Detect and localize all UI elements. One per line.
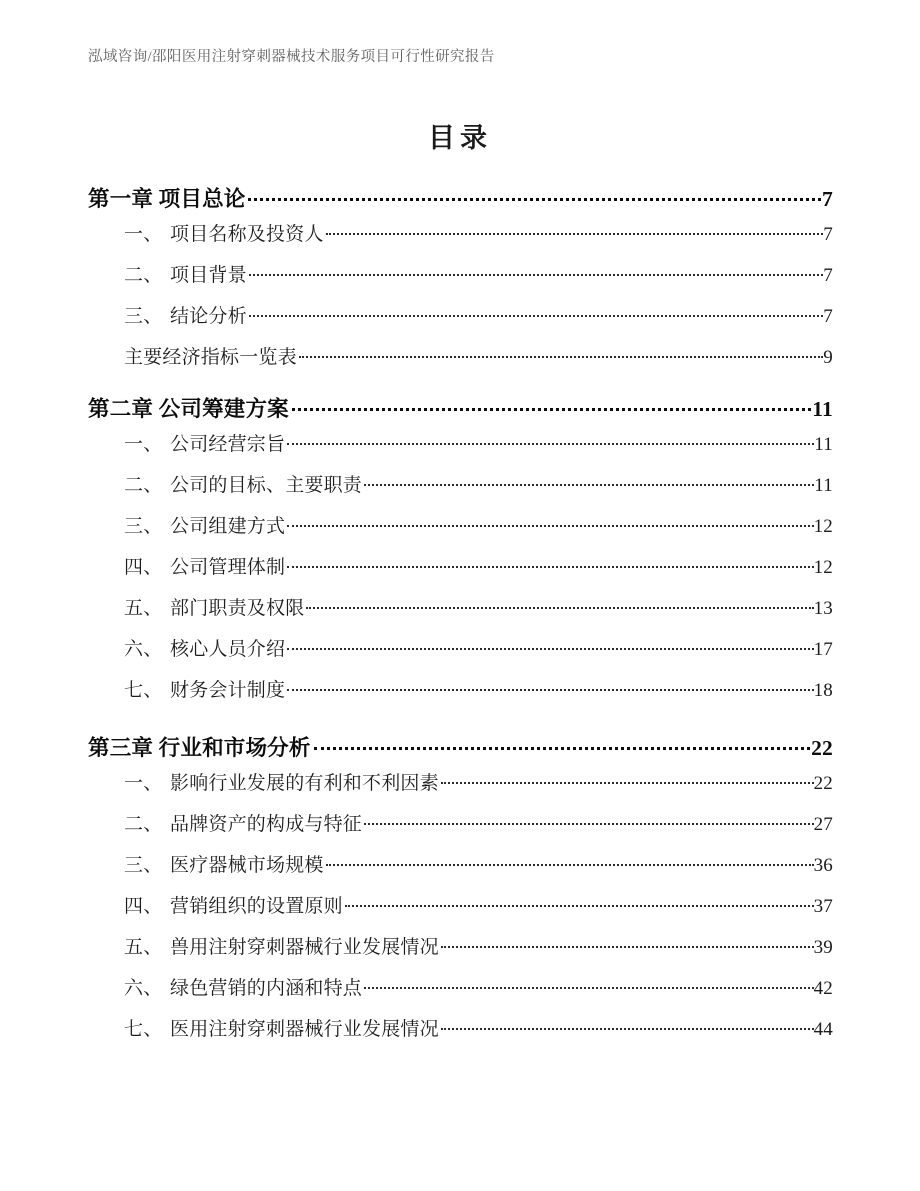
toc-entry-title: 医疗器械市场规模 bbox=[170, 855, 324, 876]
toc-chapter-entry[interactable] bbox=[88, 182, 833, 213]
toc-entry-label: 第二章 公司筹建方案 bbox=[88, 397, 289, 421]
toc-page-number: 13 bbox=[813, 598, 833, 619]
toc-leader-dots bbox=[364, 811, 814, 830]
toc-chapter-entry[interactable] bbox=[88, 392, 833, 423]
toc-entry-title: 结论分析 bbox=[170, 306, 247, 327]
toc-leader-dots bbox=[287, 554, 813, 573]
toc-entry-title: 项目背景 bbox=[170, 265, 247, 286]
toc-entry-marker: 五、 bbox=[124, 598, 163, 619]
toc-section-entry[interactable] bbox=[88, 809, 833, 850]
toc-entry-marker: 三、 bbox=[124, 516, 163, 537]
toc-entry-marker: 四、 bbox=[124, 896, 163, 917]
toc-entry-label bbox=[124, 511, 287, 538]
toc-page-number: 7 bbox=[823, 265, 833, 286]
toc-entry-title: 项目名称及投资人 bbox=[170, 224, 324, 245]
toc-section-entry[interactable] bbox=[88, 768, 833, 809]
toc-entry-label bbox=[124, 768, 441, 795]
toc-entry-label bbox=[124, 891, 345, 918]
toc-entry-label bbox=[124, 593, 306, 620]
toc-entry-label bbox=[124, 634, 287, 661]
toc-section-entry[interactable] bbox=[88, 973, 833, 1014]
toc-entry-title: 公司组建方式 bbox=[170, 516, 286, 537]
toc-entry-title: 医用注射穿刺器械行业发展情况 bbox=[170, 1019, 439, 1040]
toc-page-number: 22 bbox=[813, 773, 833, 794]
toc-entry-label: 第三章 行业和市场分析 bbox=[88, 736, 311, 760]
toc-entry-title: 公司经营宗旨 bbox=[170, 434, 286, 455]
toc-entry-title: 绿色营销的内涵和特点 bbox=[170, 978, 363, 999]
toc-leader-dots bbox=[249, 262, 823, 281]
toc-entry-marker: 二、 bbox=[124, 265, 163, 286]
toc-entry-label bbox=[124, 932, 441, 959]
toc-entry-marker: 一、 bbox=[124, 773, 163, 794]
toc-leader-dots bbox=[364, 472, 814, 491]
toc-leader-dots bbox=[287, 431, 814, 450]
toc-entry-label bbox=[124, 429, 287, 456]
toc-entry-title: 财务会计制度 bbox=[170, 680, 286, 701]
page-title: 目录 bbox=[428, 123, 492, 153]
toc-entry-title: 部门职责及权限 bbox=[170, 598, 305, 619]
toc-leader-dots bbox=[306, 595, 813, 614]
toc-page-number: 7 bbox=[822, 187, 833, 211]
toc-page-number: 9 bbox=[823, 347, 833, 368]
toc-leader-dots bbox=[287, 636, 813, 655]
toc-entry-title: 核心人员介绍 bbox=[170, 639, 286, 660]
toc-leader-dots bbox=[345, 893, 814, 912]
toc-entry-marker: 二、 bbox=[124, 475, 163, 496]
toc-section-entry[interactable] bbox=[88, 301, 833, 342]
toc-chapter-entry[interactable] bbox=[88, 731, 833, 762]
toc-section-entry[interactable] bbox=[88, 891, 833, 932]
toc-entry-title: 公司的目标、主要职责 bbox=[170, 475, 363, 496]
toc-entry-label bbox=[124, 301, 249, 328]
toc-page-number: 12 bbox=[813, 516, 833, 537]
toc-section-entry[interactable] bbox=[88, 511, 833, 552]
toc-leader-dots bbox=[249, 303, 823, 322]
toc-page-number: 22 bbox=[811, 736, 833, 760]
toc-entry-title: 品牌资产的构成与特征 bbox=[170, 814, 363, 835]
toc-section-entry[interactable] bbox=[88, 219, 833, 260]
toc-leader-dots bbox=[292, 395, 811, 417]
toc-entry-label bbox=[124, 260, 249, 287]
toc-entry-marker: 四、 bbox=[124, 557, 163, 578]
toc-leader-dots bbox=[441, 934, 814, 953]
toc-section-entry[interactable] bbox=[88, 342, 833, 377]
toc-page-number: 42 bbox=[813, 978, 833, 999]
toc-entry-label bbox=[124, 552, 287, 579]
toc-section-entry[interactable] bbox=[88, 429, 833, 470]
toc-leader-dots bbox=[364, 975, 814, 994]
toc-entry-marker: 六、 bbox=[124, 639, 163, 660]
toc-entry-title: 兽用注射穿刺器械行业发展情况 bbox=[170, 937, 439, 958]
toc-entry-label bbox=[124, 809, 364, 836]
toc-entry-label bbox=[124, 470, 364, 497]
toc-entry-label bbox=[124, 675, 287, 702]
toc-entry-marker: 七、 bbox=[124, 1019, 163, 1040]
toc-entry-marker: 三、 bbox=[124, 306, 163, 327]
toc-page-number: 17 bbox=[813, 639, 833, 660]
toc-entry-marker: 一、 bbox=[124, 224, 163, 245]
running-header: 泓域咨询/邵阳医用注射穿刺器械技术服务项目可行性研究报告 bbox=[88, 49, 495, 65]
table-of-contents bbox=[88, 182, 833, 1055]
toc-entry-label bbox=[124, 1014, 441, 1041]
toc-section-entry[interactable] bbox=[88, 932, 833, 973]
toc-leader-dots bbox=[287, 677, 813, 696]
toc-entry-marker: 七、 bbox=[124, 680, 163, 701]
toc-page-number: 7 bbox=[823, 306, 833, 327]
toc-entry-title: 公司管理体制 bbox=[170, 557, 286, 578]
toc-page-number: 11 bbox=[814, 434, 833, 455]
toc-leader-dots bbox=[314, 734, 811, 756]
toc-entry-marker: 一、 bbox=[124, 434, 163, 455]
toc-leader-dots bbox=[441, 770, 814, 789]
toc-page-number: 12 bbox=[813, 557, 833, 578]
toc-page-number: 11 bbox=[812, 397, 833, 421]
toc-page-number: 39 bbox=[813, 937, 833, 958]
toc-entry-label: 第一章 项目总论 bbox=[88, 187, 246, 211]
toc-section-entry[interactable] bbox=[88, 634, 833, 675]
toc-leader-dots bbox=[441, 1016, 814, 1035]
toc-entry-label bbox=[124, 973, 364, 1000]
toc-entry-marker: 六、 bbox=[124, 978, 163, 999]
toc-page-number: 44 bbox=[813, 1019, 833, 1040]
toc-section-entry[interactable] bbox=[88, 850, 833, 891]
toc-section-entry[interactable] bbox=[88, 1014, 833, 1055]
toc-entry-label bbox=[124, 850, 326, 877]
toc-page-number: 36 bbox=[813, 855, 833, 876]
toc-leader-dots bbox=[299, 344, 823, 363]
toc-section-entry[interactable] bbox=[88, 260, 833, 301]
toc-section-entry[interactable] bbox=[88, 470, 833, 511]
toc-entry-marker: 三、 bbox=[124, 855, 163, 876]
toc-leader-dots bbox=[248, 185, 821, 207]
toc-section-entry[interactable] bbox=[88, 593, 833, 634]
toc-page-number: 11 bbox=[814, 475, 833, 496]
toc-entry-label bbox=[124, 219, 326, 246]
toc-entry-marker: 五、 bbox=[124, 937, 163, 958]
toc-leader-dots bbox=[326, 852, 814, 871]
toc-section-entry[interactable] bbox=[88, 552, 833, 593]
toc-entry-label: 主要经济指标一览表 bbox=[124, 347, 297, 368]
toc-page-number: 7 bbox=[823, 224, 833, 245]
toc-entry-title: 营销组织的设置原则 bbox=[170, 896, 343, 917]
toc-page-number: 27 bbox=[813, 814, 833, 835]
toc-leader-dots bbox=[326, 221, 824, 240]
toc-page-number: 18 bbox=[813, 680, 833, 701]
toc-section-entry[interactable] bbox=[88, 675, 833, 716]
toc-entry-marker: 二、 bbox=[124, 814, 163, 835]
toc-page-number: 37 bbox=[813, 896, 833, 917]
toc-leader-dots bbox=[287, 513, 813, 532]
toc-entry-title: 影响行业发展的有利和不利因素 bbox=[170, 773, 439, 794]
